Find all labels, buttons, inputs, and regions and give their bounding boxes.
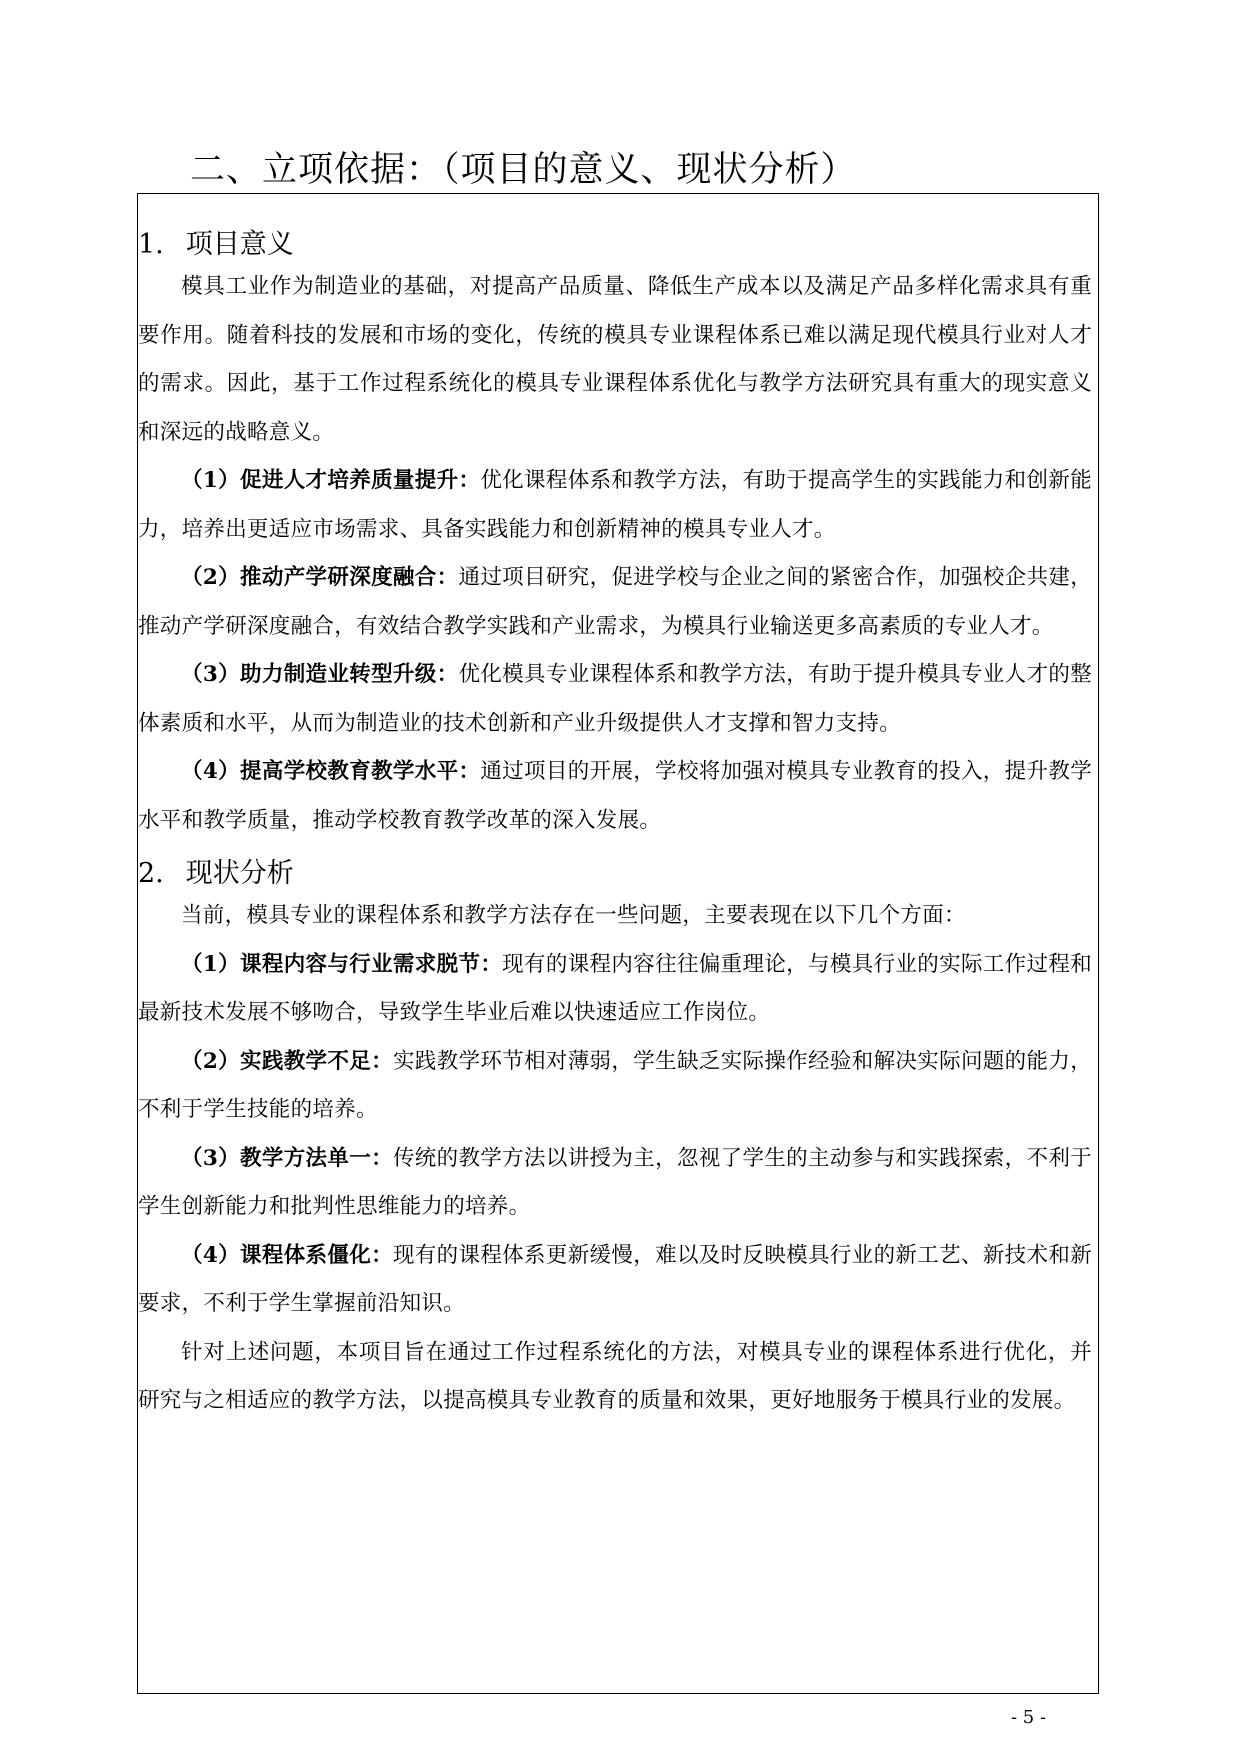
- section-1-item-1: [138, 457, 1092, 554]
- item-text: 通过项目研究，促进学校与企业之间的紧密合作，加强校企共建，推动产学研深度融合，有效结合教学实践和产业需求，为模具行业输送更多高素质的专业人才。: [138, 565, 1092, 639]
- item-label: （1）课程内容与行业需求脱节：: [181, 951, 503, 977]
- item-label: （1）促进人才培养质量提升：: [181, 468, 481, 493]
- page-heading: 二、立项依据：（项目的意义、现状分析）: [190, 150, 857, 190]
- item-label: （3）助力制造业转型升级：: [181, 662, 459, 687]
- section-2-item-1: [138, 941, 1092, 1038]
- item-text: 传统的教学方法以讲授为主，忽视了学生的主动参与和实践探索，不利于学生创新能力和批判性思维能力的培养。: [138, 1145, 1092, 1219]
- item-text: 优化课程体系和教学方法，有助于提高学生的实践能力和创新能力，培养出更适应市场需求、具备实践能力和创新精神的模具专业人才。: [138, 468, 1092, 542]
- page-number: - 5 -: [1011, 1707, 1047, 1728]
- item-label: （3）教学方法单一：: [181, 1145, 393, 1171]
- section-1-intro: 模具工业作为制造业的基础，对提高产品质量、降低生产成本以及满足产品多样化需求具有重要作用。随着科技的发展和市场的变化，传统的模具专业课程体系已难以满足现代模具行业对人才的需求。因此，基于工作过程系统化的模具专业课程体系优化与教学方法研究具有重大的现实意义和深远的战略意义。: [138, 274, 1092, 445]
- section-1-number: 1.: [138, 229, 164, 260]
- section-1-item-2: [138, 554, 1092, 651]
- item-text: 优化模具专业课程体系和教学方法，有助于提升模具专业人才的整体素质和水平，从而为制造业的技术创新和产业升级提供人才支撑和智力支持。: [138, 662, 1092, 736]
- section-2-heading: [138, 851, 1092, 890]
- section-2-conclusion: 针对上述问题，本项目旨在通过工作过程系统化的方法，对模具专业的课程体系进行优化，并研究与之相适应的教学方法，以提高模具专业教育的质量和效果，更好地服务于模具行业的发展。: [138, 1339, 1092, 1413]
- section-2-number: 2.: [138, 858, 164, 889]
- section-2-item-3: [138, 1135, 1092, 1232]
- section-2-item-4: [138, 1232, 1092, 1329]
- section-2-item-2: [138, 1038, 1092, 1135]
- item-label: （2）实践教学不足：: [181, 1048, 393, 1074]
- item-text: 现有的课程内容往往偏重理论，与模具行业的实际工作过程和最新技术发展不够吻合，导致学生毕业后难以快速适应工作岗位。: [138, 951, 1092, 1025]
- section-2-title: 现状分析: [185, 858, 294, 889]
- item-label: （2）推动产学研深度融合：: [181, 565, 459, 590]
- section-1-item-4: [138, 748, 1092, 845]
- item-text: 通过项目的开展，学校将加强对模具专业教育的投入，提升教学水平和教学质量，推动学校教育教学改革的深入发展。: [138, 759, 1092, 833]
- item-label: （4）课程体系僵化：: [181, 1242, 393, 1268]
- section-1-title: 项目意义: [185, 229, 294, 260]
- item-label: （4）提高学校教育教学水平：: [181, 759, 481, 784]
- content-box: [137, 193, 1099, 1694]
- item-text: 现有的课程体系更新缓慢，难以及时反映模具行业的新工艺、新技术和新要求，不利于学生掌握前沿知识。: [138, 1242, 1092, 1316]
- section-1-item-3: [138, 651, 1092, 748]
- section-1-heading: [138, 222, 1092, 261]
- section-2-intro: 当前，模具专业的课程体系和教学方法存在一些问题，主要表现在以下几个方面：: [181, 903, 966, 928]
- item-text: 实践教学环节相对薄弱，学生缺乏实际操作经验和解决实际问题的能力，不利于学生技能的培养。: [138, 1048, 1092, 1122]
